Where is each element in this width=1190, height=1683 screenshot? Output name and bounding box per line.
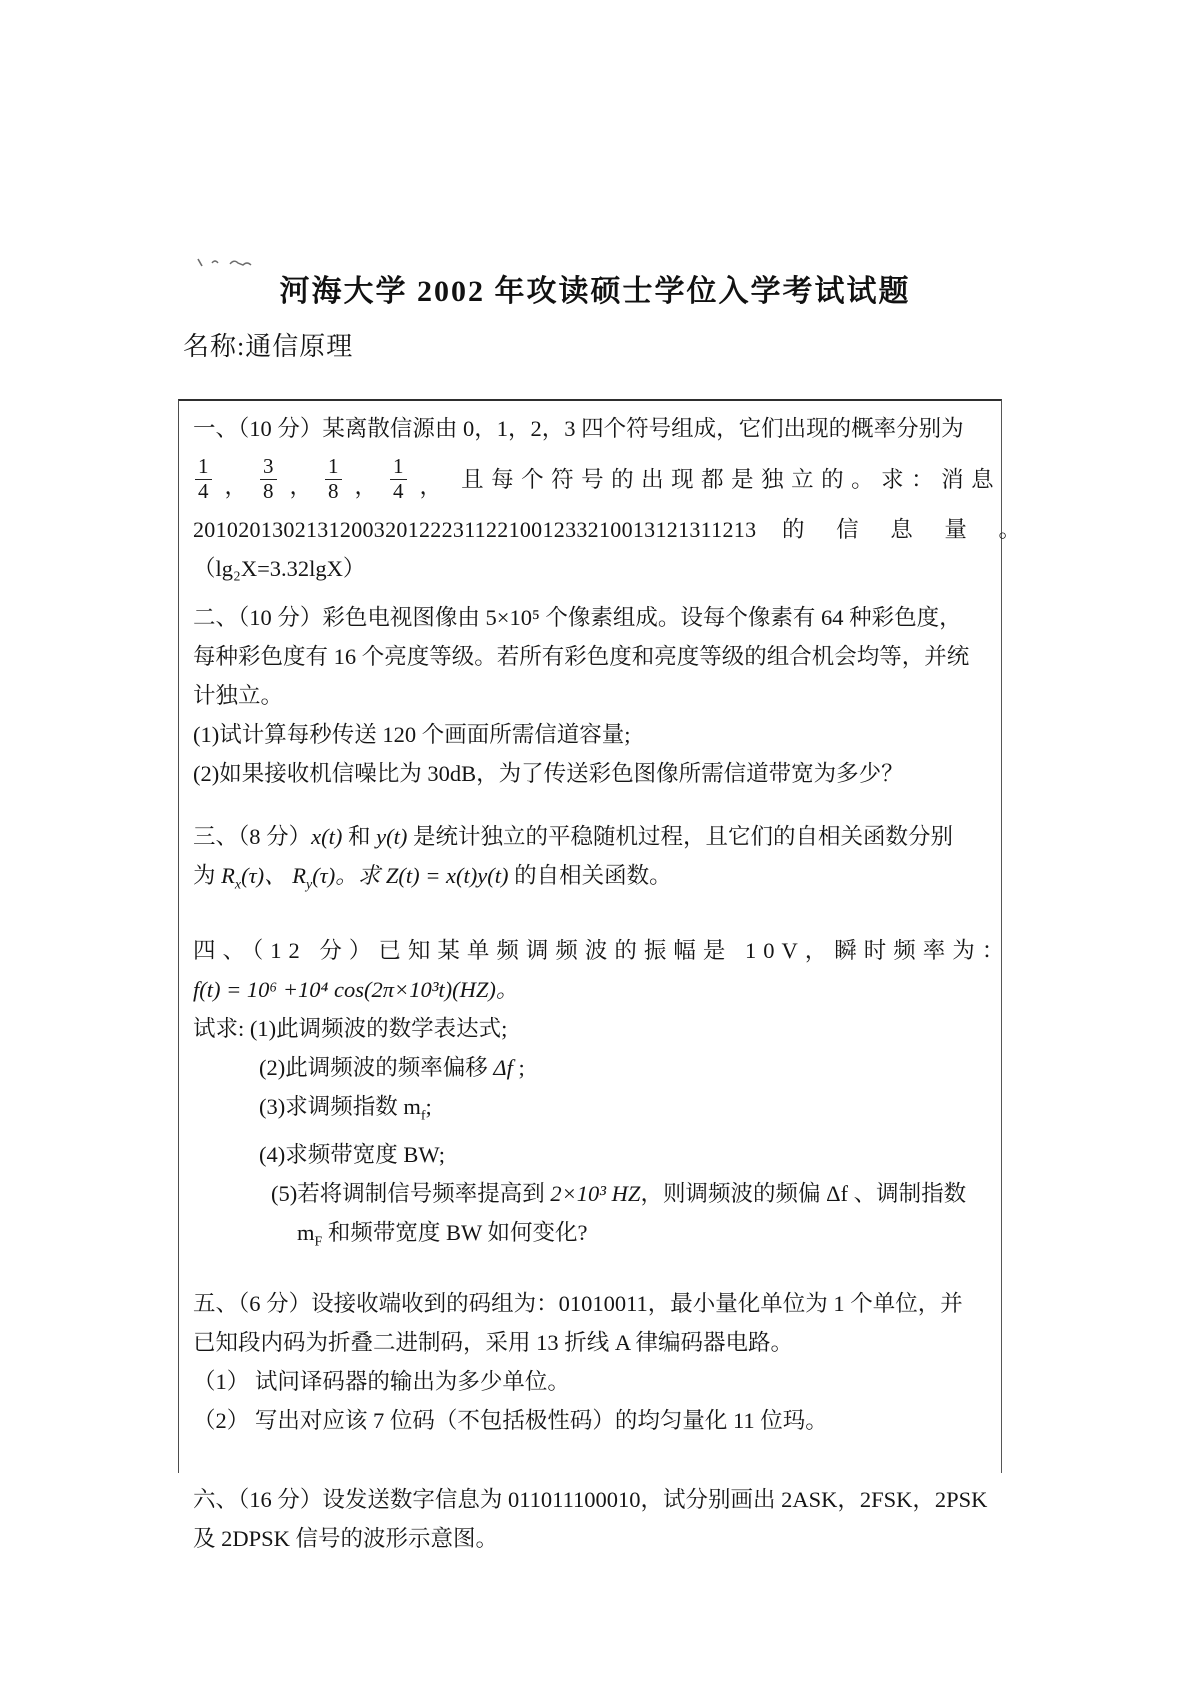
question-2-item-1: (1)试计算每秒传送 120 个画面所需信道容量; — [193, 722, 631, 747]
question-3-line-1 — [193, 817, 991, 856]
question-1-message-digits-line — [193, 510, 1035, 549]
fraction-4 — [390, 455, 407, 503]
fraction-separator: ， — [224, 474, 248, 499]
fraction-separator: ， — [289, 474, 313, 499]
question-3-line-2-tail: 的自相关函数。 — [508, 863, 672, 888]
question-4-item-1: 试求: (1)此调频波的数学表达式; — [193, 1015, 508, 1041]
question-4-item-5-tail: ，则调频波的频偏 Δf 、调制指数 — [640, 1181, 967, 1206]
question-2 — [193, 598, 991, 793]
fraction-1-denominator: 4 — [195, 479, 212, 504]
math-tau-1: (τ)、 — [241, 863, 293, 888]
question-4-item-2 — [193, 1048, 991, 1087]
fraction-4-numerator: 1 — [393, 453, 404, 478]
questions-box — [178, 399, 1035, 1551]
question-5-item-2: （2） 写出对应该 7 位码（不包括极性码）的均匀量化 11 位玛。 — [193, 1407, 828, 1433]
question-4-item-5-continued — [193, 1213, 991, 1262]
fraction-2-numerator: 3 — [263, 453, 274, 478]
math-y-of-t: y(t) — [376, 824, 408, 849]
math-delta-f: Δf — [493, 1054, 513, 1080]
question-4-item-3-tail: ; — [425, 1093, 432, 1119]
fraction-2-denominator: 8 — [260, 479, 277, 504]
question-4-item-5-pre: (5)若将调制信号频率提高到 — [271, 1181, 551, 1206]
fraction-3-numerator: 1 — [328, 453, 339, 478]
question-3-line-2-pre: 为 — [193, 863, 222, 888]
math-subscript-F: F — [314, 1234, 323, 1250]
question-6-line-2: 及 2DPSK 信号的波形示意图。 — [193, 1525, 499, 1551]
question-5-line-2: 已知段内码为折叠二进制码，采用 13 折线 A 律编码器电路。 — [193, 1329, 794, 1355]
fraction-4-denominator: 4 — [390, 479, 407, 504]
question-2-line-3: 计独立。 — [193, 683, 284, 708]
fraction-3-denominator: 8 — [325, 479, 342, 504]
question-4-item-2-pre: (2)此调频波的频率偏移 — [259, 1054, 494, 1080]
question-3-line-1-pre: 三、（8 分） — [193, 824, 312, 849]
question-4-item-5 — [193, 1174, 991, 1213]
question-3-line-1-tail: 是统计独立的平稳随机过程，且它们的自相关函数分别 — [407, 824, 954, 849]
math-R: R — [292, 863, 306, 888]
question-1-digits-tail: 的 信 息 量 。 — [782, 517, 1035, 542]
question-1-line-2-text: 且每个符号的出现都是独立的。求：消息 — [461, 466, 1002, 492]
subject-name: 名称:通信原理 — [183, 332, 354, 361]
question-4-item-5b-tail: 和频带宽度 BW 如何变化? — [322, 1220, 588, 1245]
question-6 — [193, 1480, 991, 1558]
question-2-line-2: 每种彩色度有 16 个亮度等级。若所有彩色度和亮度等级的组合机会均等，并统 — [193, 644, 970, 669]
question-1-probabilities-line — [193, 448, 1002, 510]
fraction-separator: ， — [354, 474, 378, 499]
math-subscript-x: x — [234, 877, 242, 893]
question-4-line-1: 四、（12 分）已知某单频调频波的振幅是 10V，瞬时频率为： — [193, 937, 1012, 963]
question-3-line-1-mid: 和 — [342, 824, 377, 849]
math-subscript-y: y — [306, 877, 313, 893]
fraction-3 — [325, 455, 342, 503]
question-4-item-5b-pre: m — [297, 1220, 315, 1245]
question-4-item-3 — [193, 1087, 991, 1136]
question-3 — [193, 817, 991, 905]
question-5-line-1: 五、（6 分）设接收端收到的码组为：01010011，最小量化单位为 1 个单位，并 — [193, 1290, 963, 1316]
question-1-log-note: （lg₂X=3.32lgX） — [193, 556, 366, 581]
question-4 — [193, 931, 1012, 1262]
fraction-2 — [260, 455, 277, 503]
fraction-1 — [195, 455, 212, 503]
message-digit-sequence: 20102013021312003201222311221001233210013121311213 — [193, 517, 757, 542]
question-2-item-2: (2)如果接收机信噪比为 30dB，为了传送彩色图像所需信道带宽为多少？ — [193, 761, 904, 786]
math-x-of-t: x(t) — [311, 824, 343, 849]
question-6-line-1: 六、（16 分）设发送数字信息为 011011100010，试分别画出 2ASK，2FSK，2PSK — [193, 1486, 988, 1512]
question-4-item-2-tail: ; — [512, 1054, 525, 1080]
question-5-item-1: （1） 试问译码器的输出为多少单位。 — [193, 1368, 570, 1394]
fraction-1-numerator: 1 — [198, 453, 209, 478]
math-R: R — [221, 863, 235, 888]
question-4-item-3-pre: (3)求调频指数 m — [259, 1093, 421, 1119]
question-4-item-4: (4)求频带宽度 BW; — [259, 1142, 446, 1167]
math-z-formula: Z(t) = x(t)y(t) — [385, 863, 509, 888]
question-1-line-1: 一、（10 分）某离散信源由 0，1，2，3 四个符号组成，它们出现的概率分别为 — [193, 416, 964, 441]
question-4-frequency-formula: f(t) = 10⁶ +10⁴ cos(2π×10³t)(HZ)。 — [193, 976, 519, 1002]
question-5 — [193, 1284, 991, 1440]
math-subscript-f: f — [420, 1108, 426, 1123]
math-2x10-3-hz: 2×10³ HZ — [550, 1181, 641, 1206]
question-1 — [193, 409, 1035, 588]
question-2-line-1: 二、（10 分）彩色电视图像由 5×10⁵ 个像素组成。设每个像素有 64 种彩色度， — [193, 605, 962, 630]
question-3-line-2 — [193, 856, 991, 905]
math-tau-2: (τ)。求 — [312, 863, 386, 888]
page-title: 河海大学 2002 年攻读硕士学位入学考试试题 — [279, 275, 911, 308]
fraction-separator: ， — [419, 474, 443, 499]
